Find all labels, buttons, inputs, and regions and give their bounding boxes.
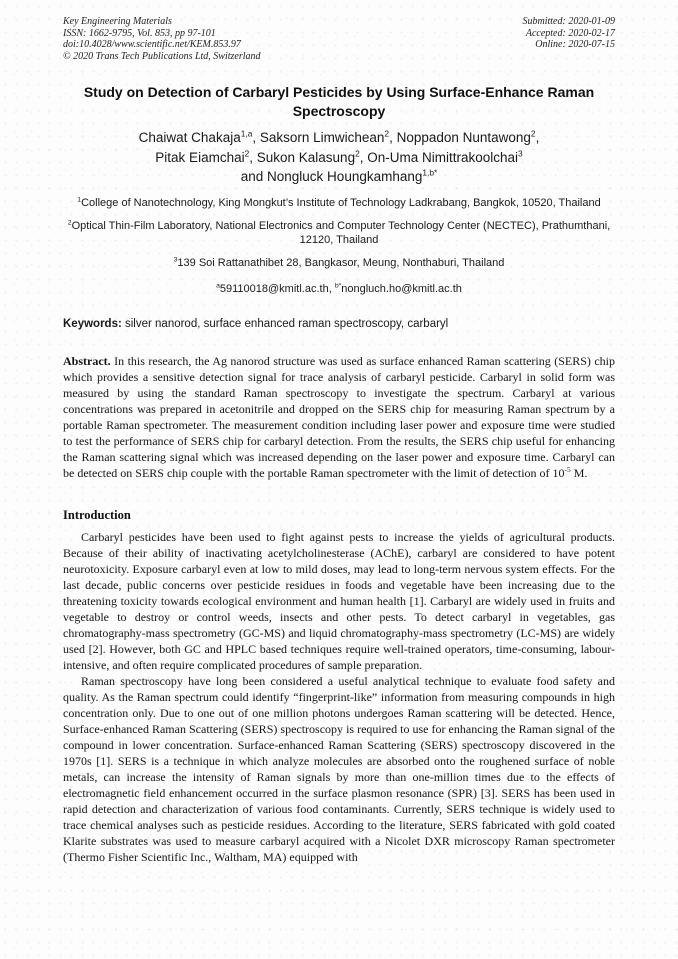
accepted-date: Accepted: 2020-02-17	[525, 27, 615, 39]
affiliation-2: $^2$Optical Thin-Film Laboratory, National Electronics and Computer Technology Center (NECTEC), Prathumthani, 12120, Thailand	[67, 219, 611, 246]
authors-line-1: Chaiwat Chakaja$^{1,a}$, Saksorn Limwichean$^2$, Noppadon Nuntawong$^2$,	[138, 128, 540, 145]
journal-header	[63, 16, 615, 62]
affiliation-3: $^3$139 Soi Rattanathibet 28, Bangkasor, Meung, Nonthaburi, Thailand	[173, 256, 505, 269]
intro-paragraph-1: Carbaryl pesticides have been used to fight against pests to increase the yields of agricultural products. Because of their ability of inactivating acetylcholinesterase (AChE), carbaryl are considered to have potent neurotoxicity. Exposure carbaryl even at low to mild doses, may lead to long-term nervous system effects. For the last decade, public concerns over pesticide residues in foods and vegetable have been increasing due to the threatening toxicity towards ecological environment and human health [1]. Carbaryl are widely used in fruits and vegetable to destroy or control weeds, insects and other pests. To detect carbaryl in vegetables, gas chromatography-mass spectrometry (GC-MS) and liquid chromatography-mass spectrometry (LC-MS) are widely used [2]. However, both GC and HPLC based techniques require well-trained operators, time-consuming, labour-intensive, and often require complicated procedures of sample preparation.	[63, 529, 615, 672]
keywords-line	[63, 317, 615, 332]
online-date: Online: 2020-07-15	[535, 39, 615, 50]
author-emails: $^a$59110018@kmitl.ac.th, $^{b*}$nongluch.ho@kmitl.ac.th	[216, 281, 462, 295]
authors-line-3: and Nongluck Houngkamhang$^{1,b*}$	[240, 167, 438, 184]
submission-info	[523, 16, 616, 62]
abstract-text: In this research, the Ag nanorod structure was used as surface enhanced Raman scattering (SERS) chip which provides a sensitive detection signal for trace analysis of carbaryl pesticide. Carbaryl in solid form was measured by using the standard Raman spectroscopy to investigate the spectrum. Carbaryl at various concentrations was prepared in acetonitrile and dropped on the SERS chip for measuring Raman spectrum by a portable Raman spectrometer. The measurement condition including laser power and exposure time were studied to test the performance of SERS chip for carbaryl detection. From the results, the SERS chip useful for enhancing the Raman scattering signal which was increased depending on the laser power and exposure time. Carbaryl can be detected on SERS chip couple with the portable Raman spectrometer with the limit of detection of $10^{-5}$ M.	[63, 353, 615, 480]
affiliations-block	[63, 197, 615, 271]
keywords-label: Keywords:	[63, 317, 122, 330]
abstract-paragraph	[63, 353, 615, 481]
submitted-date: Submitted: 2020-01-09	[522, 16, 615, 27]
journal-name: Key Engineering Materials	[63, 16, 172, 27]
paper-title: Study on Detection of Carbaryl Pesticides by Using Surface-Enhance Raman Spectroscopy	[83, 84, 595, 119]
authors-line-2: Pitak Eiamchai$^2$, Sukon Kalasung$^2$, On-Uma Nimittrakoolchai$^3$	[155, 148, 523, 165]
abstract-label: Abstract.	[63, 353, 111, 368]
intro-paragraph-2: Raman spectroscopy have long been considered a useful analytical technique to evaluate food safety and quality. As the Raman spectrum could identify “fingerprint-like” information from measuring compounds in high concentration only. Due to one out of one million photons undergoes Raman scattering will be detected. Hence, Surface-enhanced Raman Scattering (SERS) spectroscopy is required to use for enhancing the Raman signal of the compound in lower concentration. Surface-enhanced Raman Scattering (SERS) spectroscopy discovered in the 1970s [1]. SERS is a technique in which analyze molecules are absorbed onto the roughened surface of noble metals, can increase the intensity of Raman signals by more than one-million times due to the effects of electromagnetic field enhancement occurred in the surface plasmon resonance (SPR) [3]. SERS has been used in rapid detection and characterization of various food contaminants. Currently, SERS technique is widely used to trace chemical analyses such as pesticide residues. According to the literature, SERS fabricated with gold coated Klarite substrates was used to measure carbaryl acquired with a Nicolet DXR microscopy Raman spectrometer (Thermo Fisher Scientific Inc., Waltham, MA) equipped with	[63, 673, 615, 864]
keywords-text: silver nanorod, surface enhanced raman spectroscopy, carbaryl	[121, 317, 449, 330]
section-heading-introduction: Introduction	[63, 507, 131, 522]
authors-block	[63, 128, 615, 187]
journal-info	[63, 16, 261, 62]
journal-doi: doi:10.4028/www.scientific.net/KEM.853.97	[63, 39, 241, 50]
journal-issn-volume: ISSN: 1662-9795, Vol. 853, pp 97-101	[63, 27, 216, 39]
journal-copyright: © 2020 Trans Tech Publications Ltd, Switzerland	[63, 50, 261, 62]
affiliation-1: $^1$College of Nanotechnology, King Mongkut’s Institute of Technology Ladkrabang, Bangkok, 10520, Thailand	[77, 195, 601, 209]
